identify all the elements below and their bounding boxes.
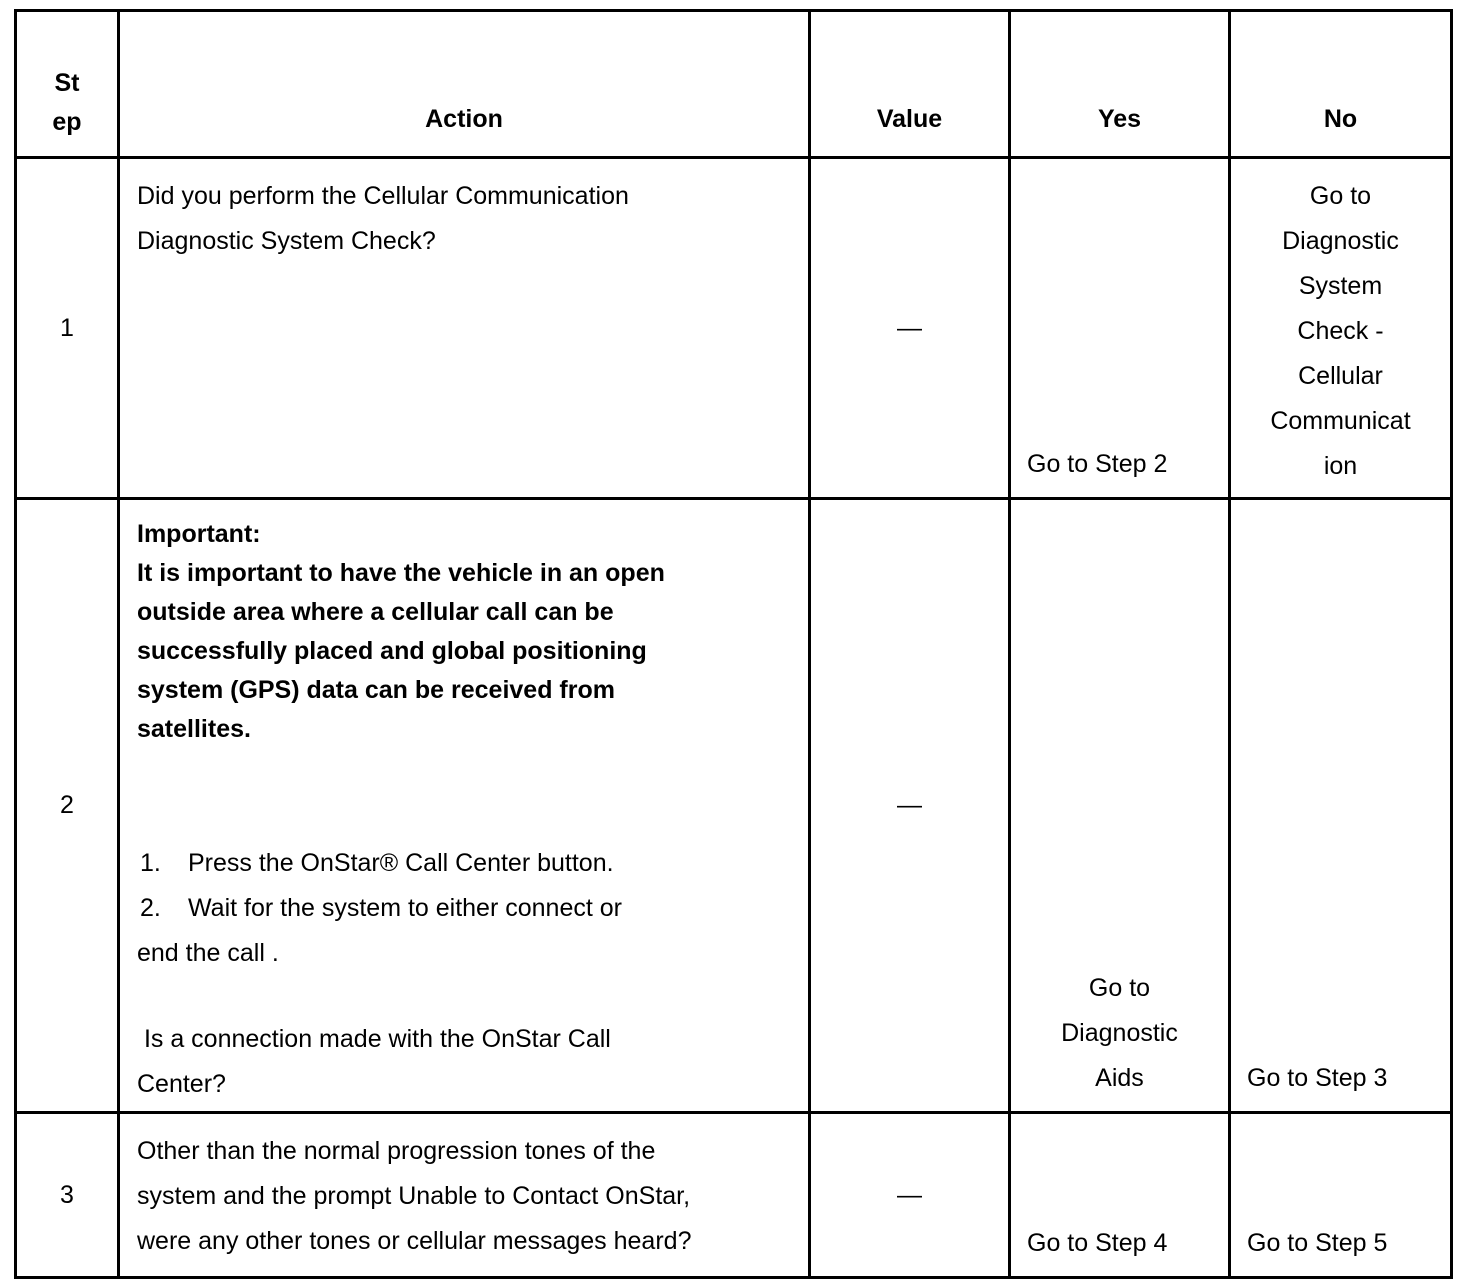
no-text-line: Check - [1297, 317, 1384, 345]
action-text: system and the prompt Unable to Contact OnStar, [137, 1182, 691, 1210]
important-label: Important: [137, 520, 261, 548]
diagnostic-table [14, 9, 1453, 1279]
yes-text-line: Go to [1088, 974, 1151, 1002]
action-text: Did you perform the Cellular Communication [137, 182, 629, 210]
header-yes: Yes [1010, 11, 1230, 158]
header-row [16, 11, 1452, 158]
header-value: Value [810, 11, 1010, 158]
no-text-line: ion [1323, 452, 1358, 480]
no-text-line: System [1298, 272, 1383, 300]
no-link-diagnostic-system-check[interactable] [1231, 174, 1450, 489]
procedure-list [137, 841, 788, 931]
list-continuation: end the call . [137, 939, 279, 967]
header-step: St ep [16, 11, 119, 158]
header-action: Action [119, 11, 810, 158]
yes-cell [1010, 1113, 1230, 1278]
list-text: Wait for the system to either connect or [188, 894, 622, 922]
yes-link-step-2[interactable]: Go to Step 2 [1027, 450, 1168, 478]
no-text-line: Communicat [1270, 407, 1411, 435]
question-text: Center? [137, 1070, 226, 1098]
list-number: 1. [140, 849, 161, 877]
action-text: Diagnostic System Check? [137, 227, 436, 255]
value-cell: — [810, 158, 1010, 499]
list-item [137, 886, 788, 931]
list-number: 2. [140, 894, 161, 922]
question-text: Is a connection made with the OnStar Call [137, 1025, 611, 1053]
no-cell [1230, 1113, 1452, 1278]
yes-link-step-4[interactable]: Go to Step 4 [1027, 1229, 1168, 1257]
important-text: It is important to have the vehicle in an open [137, 559, 665, 587]
value-cell: — [810, 1113, 1010, 1278]
action-cell [119, 499, 810, 1113]
yes-text-line: Aids [1095, 1064, 1144, 1092]
important-text: satellites. [137, 715, 251, 743]
action-text: were any other tones or cellular messages heard? [137, 1227, 692, 1255]
yes-text-line: Diagnostic [1061, 1019, 1178, 1047]
yes-cell [1010, 158, 1230, 499]
important-text: system (GPS) data can be received from [137, 676, 615, 704]
no-link-step-3[interactable]: Go to Step 3 [1247, 1064, 1388, 1092]
table-row [16, 1113, 1452, 1278]
no-link-step-5[interactable]: Go to Step 5 [1247, 1229, 1388, 1257]
yes-cell [1010, 499, 1230, 1113]
no-text-line: Go to [1309, 182, 1372, 210]
important-text: successfully placed and global positioning [137, 637, 647, 665]
list-item [137, 841, 788, 886]
no-text-line: Cellular [1298, 362, 1383, 390]
action-cell [119, 158, 810, 499]
table-row [16, 158, 1452, 499]
header-no: No [1230, 11, 1452, 158]
no-text-line: Diagnostic [1282, 227, 1399, 255]
value-cell: — [810, 499, 1010, 1113]
table-row [16, 499, 1452, 1113]
step-number: 3 [16, 1113, 119, 1278]
list-text: Press the OnStar® Call Center button. [188, 849, 614, 877]
action-text: Other than the normal progression tones of the [137, 1137, 656, 1165]
step-number: 2 [16, 499, 119, 1113]
yes-link-diagnostic-aids[interactable] [1011, 966, 1228, 1101]
no-cell [1230, 499, 1452, 1113]
step-number: 1 [16, 158, 119, 499]
action-cell [119, 1113, 810, 1278]
no-cell [1230, 158, 1452, 499]
important-text: outside area where a cellular call can be [137, 598, 614, 626]
